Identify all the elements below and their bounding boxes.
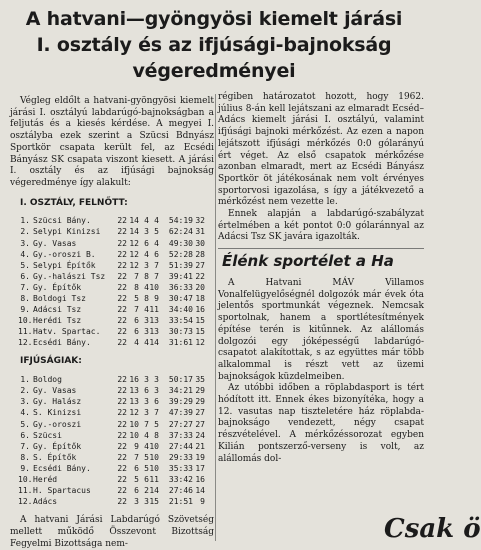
footer-paragraph: A hatvani Járási Labdarúgó Szövetség mellett működő Összevont Bizottság Fegyelmi Bizottsága nem- (10, 515, 214, 549)
cell-goals: 33:54 (168, 316, 193, 326)
cell-w: 14 (129, 227, 139, 237)
cell-n: 22 (117, 386, 127, 396)
cell-rank: 1. (20, 375, 30, 385)
table-row (18, 463, 214, 474)
cell-pts: 16 (195, 305, 205, 315)
cell-goals: 27:44 (168, 441, 193, 451)
cell-goals: 27:46 (168, 486, 193, 496)
cell-pts: 29 (195, 397, 205, 407)
cell-pts: 9 (200, 497, 205, 507)
cell-d: 4 (144, 338, 149, 348)
cell-team: Hatv. Spartac. (33, 327, 101, 337)
cell-n: 22 (117, 338, 127, 348)
cell-n: 22 (117, 293, 127, 303)
cell-goals: 54:19 (168, 216, 193, 226)
table-row (18, 226, 214, 237)
cell-w: 8 (134, 282, 139, 292)
second-article-paragraph-1: A Hatvani MÁV Villamos Vonalfelügyelőségnél dolgozók már évek óta jelentős sportmunkát végeznek. Nemcsak sportolnak, hanem a sportlétesítmények építése terén is kitűnnek. Az alállomás dolgozói egy jóképességű labdarúgó-csapatot alakítottak, s az együttes már több alkalommal is részt vett az üzemi bajnokságok küzdelmeiben. (218, 278, 424, 382)
cell-d: 3 (144, 316, 149, 326)
senior-standings-table (18, 215, 214, 348)
cell-goals: 50:17 (168, 375, 193, 385)
cell-l: 14 (149, 338, 159, 348)
headline-line-3: végeredményei (132, 60, 296, 82)
cell-team: Herédi Tsz (33, 316, 82, 326)
cell-n: 22 (117, 375, 127, 385)
cell-team: Boldogi Tsz (33, 293, 86, 303)
table-row (18, 452, 214, 463)
cell-d: 3 (144, 408, 149, 418)
cell-rank: 5. (20, 260, 30, 270)
table-row (18, 282, 214, 293)
cell-goals: 30:73 (168, 327, 193, 337)
cell-l: 6 (154, 397, 159, 407)
cell-w: 13 (129, 397, 139, 407)
cell-pts: 27 (195, 419, 205, 429)
cell-n: 22 (117, 408, 127, 418)
cell-pts: 16 (195, 475, 205, 484)
cell-n: 22 (117, 271, 127, 281)
cell-team: Ecsédi Bány. (33, 463, 91, 473)
table-row (18, 238, 214, 249)
table-row (18, 374, 214, 385)
cell-w: 6 (134, 463, 139, 473)
cell-d: 4 (144, 305, 149, 315)
cell-pts: 21 (195, 441, 205, 451)
cell-n: 22 (117, 452, 127, 462)
headline-line-2: I. osztály és az ifjúsági-bajnokság (36, 34, 392, 56)
cell-team: Ecsédi Bány. (33, 338, 91, 348)
cell-pts: 32 (195, 216, 205, 226)
cell-team: Adács (33, 497, 58, 507)
cell-w: 10 (129, 430, 139, 440)
table-row (18, 485, 214, 496)
table-row (18, 315, 214, 326)
cell-goals: 35:33 (168, 463, 193, 473)
cell-d: 3 (144, 227, 149, 237)
cell-rank: 2. (20, 386, 30, 396)
cell-d: 8 (144, 293, 149, 303)
cell-rank: 12. (18, 497, 33, 507)
cell-goals: 36:33 (168, 282, 193, 292)
cell-pts: 27 (195, 260, 205, 270)
cell-goals: 34:40 (168, 305, 193, 315)
cell-w: 4 (134, 338, 139, 348)
cell-rank: 1. (20, 216, 30, 226)
table-row (18, 430, 214, 441)
cell-team: Gy.-oroszi B. (33, 249, 96, 259)
cell-pts: 14 (195, 486, 205, 496)
second-article-headline: Élénk sportélet a Ha (222, 252, 394, 270)
cell-w: 12 (129, 249, 139, 259)
cell-pts: 31 (195, 227, 205, 237)
cell-d: 4 (144, 282, 149, 292)
cell-goals: 39:41 (168, 271, 193, 281)
cell-rank: 12. (18, 338, 33, 348)
cell-goals: 31:61 (168, 338, 193, 348)
cell-pts: 15 (195, 327, 205, 337)
cell-n: 22 (117, 430, 127, 440)
cell-d: 6 (144, 475, 149, 484)
column-divider (215, 94, 216, 541)
cell-d: 3 (144, 497, 149, 507)
cell-d: 8 (144, 271, 149, 281)
cell-rank: 6. (20, 271, 30, 281)
cell-rank: 6. (20, 430, 30, 440)
cell-rank: 2. (20, 227, 30, 237)
intro-paragraph: Végleg eldőlt a hatvani-gyöngyösi kiemelt járási I. osztályú labdarúgó-bajnokságban a feljutás és a kiesés kérdése. A megyei I. osztályba ezek szerint a Szücsi Bdnyász Sportkör csapata került fel, az Ecsédi Bányász SK csapata viszont kiesett. A járási I. osztály és az ifjúsági bajnokság végeredménye így alakult: (10, 96, 214, 188)
cell-rank: 7. (20, 282, 30, 292)
cell-team: Selypi Kinizsi (33, 227, 101, 237)
cell-n: 22 (117, 282, 127, 292)
cell-l: 13 (149, 327, 159, 337)
cell-rank: 9. (20, 463, 30, 473)
cell-rank: 3. (20, 238, 30, 248)
cell-w: 9 (134, 441, 139, 451)
cell-w: 5 (134, 293, 139, 303)
cell-team: Gy.-oroszi (33, 419, 82, 429)
cell-team: Gy. Vasas (33, 238, 77, 248)
cell-d: 4 (144, 430, 149, 440)
cell-pts: 18 (195, 293, 205, 303)
table-row (18, 407, 214, 418)
table-row (18, 304, 214, 315)
cell-team: Selypi Építők (33, 260, 96, 270)
cell-n: 22 (117, 419, 127, 429)
cell-team: Gy. Építők (33, 282, 82, 292)
cell-l: 10 (149, 282, 159, 292)
table-row (18, 419, 214, 430)
cell-goals: 21:51 (168, 497, 193, 507)
cell-n: 22 (117, 486, 127, 496)
cell-l: 7 (154, 408, 159, 418)
cell-n: 22 (117, 441, 127, 451)
cell-rank: 11. (18, 486, 33, 496)
cell-pts: 29 (195, 386, 205, 396)
table-row (18, 396, 214, 407)
cell-goals: 33:42 (168, 475, 193, 484)
cell-team: Szücsi Bány. (33, 216, 91, 226)
cell-d: 3 (144, 375, 149, 385)
right-column (218, 92, 424, 244)
cell-pts: 20 (195, 282, 205, 292)
cell-l: 5 (154, 419, 159, 429)
cell-l: 5 (154, 227, 159, 237)
cell-pts: 24 (195, 430, 205, 440)
cell-n: 22 (117, 316, 127, 326)
article-headline (4, 6, 424, 84)
cell-rank: 10. (18, 475, 33, 484)
table-row (18, 293, 214, 304)
cell-l: 11 (149, 475, 159, 484)
cell-l: 4 (154, 216, 159, 226)
cell-d: 4 (144, 216, 149, 226)
cell-pts: 28 (195, 249, 205, 259)
cell-goals: 37:33 (168, 430, 193, 440)
cell-w: 12 (129, 260, 139, 270)
cell-goals: 49:30 (168, 238, 193, 248)
table-row (18, 215, 214, 226)
cell-rank: 11. (18, 327, 33, 337)
cell-pts: 17 (195, 463, 205, 473)
cell-rank: 10. (18, 316, 33, 326)
cell-d: 3 (144, 260, 149, 270)
table-row (18, 441, 214, 452)
cell-goals: 29:33 (168, 452, 193, 462)
cell-rank: 9. (20, 305, 30, 315)
cell-rank: 8. (20, 293, 30, 303)
table-row (18, 249, 214, 260)
cell-rank: 3. (20, 397, 30, 407)
cell-team: Gy. Vasas (33, 386, 77, 396)
cell-l: 7 (154, 260, 159, 270)
cell-team: Heréd (33, 475, 58, 484)
cell-w: 16 (129, 375, 139, 385)
cell-pts: 15 (195, 316, 205, 326)
cell-w: 7 (134, 305, 139, 315)
cell-n: 22 (117, 238, 127, 248)
table-row (18, 474, 214, 485)
cell-n: 22 (117, 397, 127, 407)
cell-d: 6 (144, 386, 149, 396)
cell-team: Szücsi (33, 430, 62, 440)
cell-d: 4 (144, 249, 149, 259)
cell-w: 7 (134, 271, 139, 281)
cell-d: 2 (144, 486, 149, 496)
table-row (18, 260, 214, 271)
cell-w: 7 (134, 452, 139, 462)
cell-l: 10 (149, 463, 159, 473)
table-row (18, 337, 214, 348)
cell-d: 5 (144, 463, 149, 473)
cell-l: 6 (154, 249, 159, 259)
cell-team: Gy.-halászi Tsz (33, 271, 106, 281)
cell-d: 3 (144, 327, 149, 337)
cell-w: 10 (129, 419, 139, 429)
cell-w: 13 (129, 386, 139, 396)
cell-team: Gy. Halász (33, 397, 82, 407)
second-article-body (218, 278, 424, 465)
cell-goals: 30:47 (168, 293, 193, 303)
youth-standings-table (18, 374, 214, 507)
cell-w: 14 (129, 216, 139, 226)
cell-team: S. Építők (33, 452, 77, 462)
cell-n: 22 (117, 249, 127, 259)
cell-rank: 5. (20, 419, 30, 429)
cell-l: 14 (149, 486, 159, 496)
cell-w: 6 (134, 327, 139, 337)
cell-rank: 7. (20, 441, 30, 451)
table-row (18, 271, 214, 282)
cell-goals: 51:39 (168, 260, 193, 270)
cell-goals: 34:21 (168, 386, 193, 396)
cell-goals: 47:39 (168, 408, 193, 418)
decision-paragraph: Ennek alapján a labdarúgó-szabályzat értelmében a két pontot 0:0 gólaránnyal az Adácsi Tsz SK javára igazolták. (218, 209, 424, 243)
cell-d: 5 (144, 452, 149, 462)
cell-n: 22 (117, 497, 127, 507)
cell-pts: 22 (195, 271, 205, 281)
cell-l: 7 (154, 271, 159, 281)
cell-l: 13 (149, 316, 159, 326)
cell-l: 8 (154, 430, 159, 440)
cropped-headline-fragment: Csak ö (384, 514, 481, 544)
cell-pts: 27 (195, 408, 205, 418)
youth-table-title: IFJÚSÁGIAK: (20, 356, 82, 367)
cell-l: 9 (154, 293, 159, 303)
cell-team: H. Spartacus (33, 486, 91, 496)
cell-d: 3 (144, 397, 149, 407)
cell-d: 6 (144, 238, 149, 248)
cell-n: 22 (117, 260, 127, 270)
cell-d: 4 (144, 441, 149, 451)
cell-pts: 19 (195, 452, 205, 462)
cell-l: 3 (154, 386, 159, 396)
cell-w: 5 (134, 475, 139, 484)
cell-pts: 30 (195, 238, 205, 248)
section-rule (218, 248, 424, 249)
cell-rank: 4. (20, 408, 30, 418)
cell-team: Boldog (33, 375, 62, 385)
cell-pts: 35 (195, 375, 205, 385)
cell-rank: 8. (20, 452, 30, 462)
cell-w: 12 (129, 238, 139, 248)
table-row (18, 496, 214, 507)
cell-w: 6 (134, 486, 139, 496)
second-article-paragraph-2: Az utóbbi időben a röplabdasport is tért hódított itt. Ennek ékes bizonyítéka, hogy a 12. vasutas nap tiszteletére ház röplabda-bajnokságo vendezett, négy csapat részvételével. A mérkőzéssorozat egyben Kilián pontszerző-verseny is volt, az alállomás dol- (218, 383, 424, 464)
cell-l: 11 (149, 305, 159, 315)
cell-l: 10 (149, 452, 159, 462)
table-row (18, 385, 214, 396)
cell-goals: 39:29 (168, 397, 193, 407)
cell-team: Adácsi Tsz (33, 305, 82, 315)
cell-n: 22 (117, 463, 127, 473)
cell-goals: 27:27 (168, 419, 193, 429)
cell-l: 15 (149, 497, 159, 507)
headline-line-1: A hatvani—gyöngyösi kiemelt járási (25, 8, 403, 30)
cell-w: 12 (129, 408, 139, 418)
cell-n: 22 (117, 227, 127, 237)
cell-n: 22 (117, 305, 127, 315)
cell-team: S. Kinizsi (33, 408, 82, 418)
cell-w: 6 (134, 316, 139, 326)
cell-n: 22 (117, 216, 127, 226)
senior-table-title: I. OSZTÁLY, FELNŐTT: (20, 197, 128, 208)
cell-l: 3 (154, 375, 159, 385)
table-row (18, 326, 214, 337)
cell-goals: 62:24 (168, 227, 193, 237)
cell-d: 7 (144, 419, 149, 429)
cell-l: 4 (154, 238, 159, 248)
cell-rank: 4. (20, 249, 30, 259)
cell-w: 3 (134, 497, 139, 507)
cell-goals: 52:28 (168, 249, 193, 259)
cell-l: 10 (149, 441, 159, 451)
cell-pts: 12 (195, 338, 205, 348)
cell-n: 22 (117, 475, 127, 484)
left-column (10, 96, 214, 550)
cell-team: Gy. Építők (33, 441, 82, 451)
cell-n: 22 (117, 327, 127, 337)
continuation-paragraph: régiben határozatot hozott, hogy 1962. július 8-án kell lejátszani az elmaradt Ecséd–Adács kiemelt járási I. osztályú, valamint ifjúsági bajnoki mérkőzést. Az ezen a napon lejátszott ifjúsági mérkőzés 0:0 gólarányú ért véget. Az első csapatok mérkőzése azonban elmaradt, mert az Ecsédi Bányász Sportkör öt játékosának nem volt érvényes sportorvosi igazolása, s így a játékvezető a mérkőzést nem vezette le. (218, 92, 424, 208)
